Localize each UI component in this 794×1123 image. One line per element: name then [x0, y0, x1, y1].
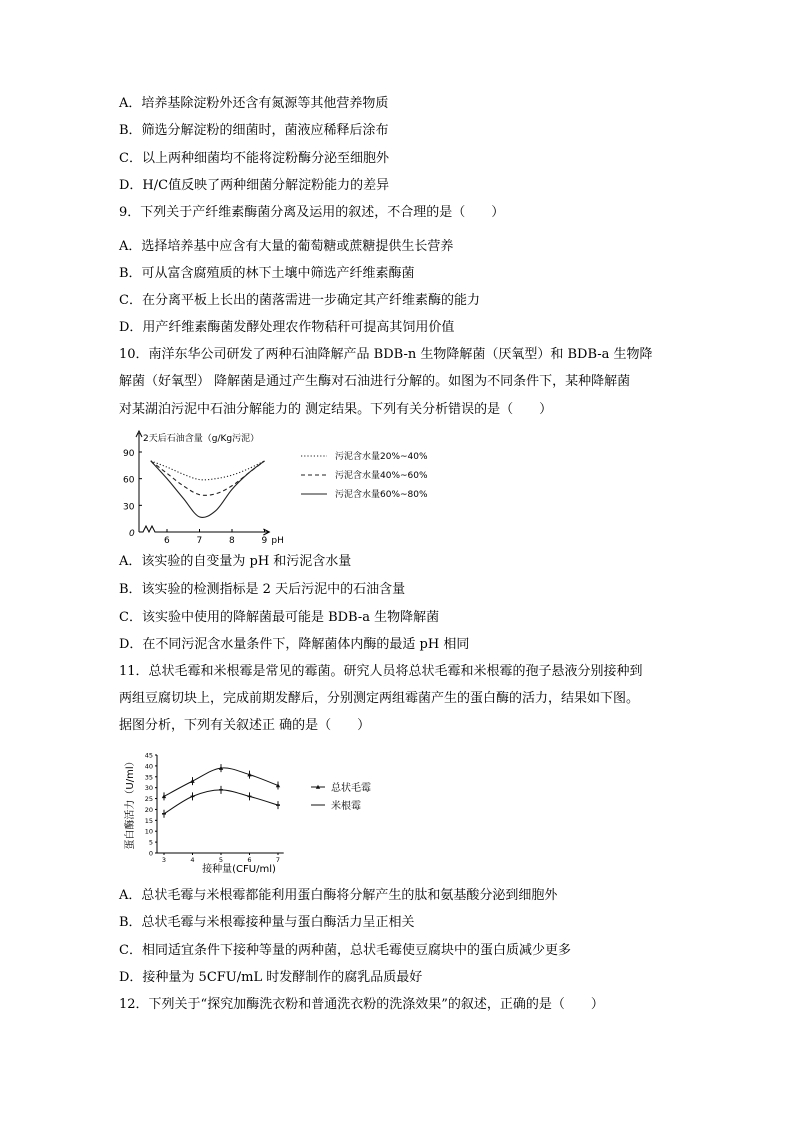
q8-option-a: A．培养基除淀粉外还含有氮源等其他营养物质 [119, 96, 389, 111]
y-axis-label: 2天后石油含量（g/Kg污泥） [143, 434, 260, 444]
x-axis-label: 接种量(CFU/ml) [202, 864, 276, 875]
y-tick-label: 60 [123, 475, 135, 486]
legend-label: 污泥含水量40%~60% [335, 471, 428, 481]
q10-option-a: A．该实验的自变量为 pH 和污泥含水量 [119, 554, 352, 569]
x-tick-label: 8 [229, 536, 235, 546]
y-tick-label: 45 [144, 751, 153, 760]
series-line [151, 461, 265, 495]
q11-stem-line-2: 两组豆腐切块上，完成前期发酵后，分别测定两组霉菌产生的蛋白酶的活力，结果如下图。 [119, 691, 640, 706]
legend-label: 污泥含水量60%~80% [335, 490, 428, 500]
q10-stem-line-2: 解菌（好氧型） 降解菌是通过产生酶对石油进行分解的。如图为不同条件下，某种降解菌 [119, 374, 631, 389]
q11-option-a: A．总状毛霉与米根霉都能利用蛋白酶将分解产生的肽和氨基酸分泌到细胞外 [119, 888, 558, 903]
q10-option-b: B．该实验的检测指标是 2 天后污泥中的石油含量 [119, 582, 406, 597]
y-tick-label: 30 [123, 502, 135, 513]
legend-label: 米根霉 [331, 801, 361, 812]
x-axis [139, 526, 269, 532]
x-tick-label: 7 [275, 856, 281, 864]
q9-option-c: C．在分离平板上长出的菌落需进一步确定其产纤维素酶的能力 [119, 293, 480, 308]
q11-option-b: B．总状毛霉与米根霉接种量与蛋白酶活力呈正相关 [119, 915, 415, 930]
series-line [151, 461, 265, 518]
y-tick-label: 20 [144, 805, 153, 814]
x-tick-label: 6 [247, 856, 252, 864]
protease-activity-chart [119, 745, 399, 877]
q11-option-d: D．接种量为 5CFU/mL 时发酵制作的腐乳品质最好 [119, 970, 423, 985]
q11-stem-line-3: 据图分析，下列有关叙述正 确的是（ ） [119, 718, 371, 733]
q12-stem: 12．下列关于“探究加酶洗衣粉和普通洗衣粉的洗涤效果”的叙述，正确的是（ ） [119, 997, 604, 1012]
x-tick-label: 9 [261, 536, 268, 546]
q9-stem: 9．下列关于产纤维素酶菌分离及运用的叙述，不合理的是（ ） [119, 205, 505, 220]
q8-option-b: B．筛选分解淀粉的细菌时，菌液应稀释后涂布 [119, 123, 389, 138]
q11-option-c: C．相同适宜条件下接种等量的两种菌，总状毛霉使豆腐块中的蛋白质减少更多 [119, 943, 571, 958]
x-tick-label: 5 [218, 856, 224, 864]
y-tick-label: 15 [144, 816, 153, 825]
x-tick-label: 6 [164, 536, 170, 546]
y-tick-label: 30 [144, 784, 153, 793]
q10-option-c: C．该实验中使用的降解菌最可能是 BDB-a 生物降解菌 [119, 610, 440, 625]
y-axis-label: 蛋白酶活力（U/ml） [125, 756, 136, 850]
ph-petroleum-chart [119, 428, 449, 546]
x-axis-label: pH [271, 536, 284, 546]
x-tick-label: 4 [190, 856, 195, 864]
q10-option-d: D．在不同污泥含水量条件下，降解菌体内酶的最适 pH 相同 [119, 637, 470, 652]
q8-option-c: C．以上两种细菌均不能将淀粉酶分泌至细胞外 [119, 151, 389, 166]
y-tick-label: 10 [144, 827, 153, 836]
legend-label: 总状毛霉 [331, 783, 371, 794]
q9-option-d: D．用产纤维素酶菌发酵处理农作物秸秆可提高其饲用价值 [119, 320, 455, 335]
y-tick-label: 0 [129, 529, 135, 539]
x-tick-label: 3 [161, 856, 167, 864]
q9-option-a: A．选择培养基中应含有大量的葡萄糖或蔗糖提供生长营养 [119, 239, 454, 254]
legend-label: 污泥含水量20%~40% [335, 452, 428, 462]
x-tick-label: 7 [196, 536, 203, 546]
q11-stem-line-1: 11．总状毛霉和米根霉是常见的霉菌。研究人员将总状毛霉和米根霉的孢子悬液分别接种到 [119, 664, 643, 679]
y-tick-label: 40 [144, 762, 153, 771]
y-tick-label: 5 [148, 838, 153, 847]
q8-option-d: D．H/C值反映了两种细菌分解淀粉能力的差异 [119, 178, 390, 193]
q10-stem-line-3: 对某湖泊污泥中石油分解能力的 测定结果。下列有关分析错误的是（ ） [119, 402, 553, 417]
data-point [190, 779, 194, 783]
q9-option-b: B．可从富含腐殖质的林下土壤中筛选产纤维素酶菌 [119, 266, 415, 281]
y-tick-label: 35 [144, 773, 153, 782]
data-point [162, 794, 166, 798]
y-tick-label: 25 [144, 795, 153, 804]
q10-stem-line-1: 10．南洋东华公司研发了两种石油降解产品 BDB-n 生物降解菌（厌氧型）和 BDB-a 生物降 [119, 347, 653, 362]
series-line [151, 461, 265, 480]
y-tick-label: 0 [148, 849, 153, 858]
y-tick-label: 90 [123, 449, 135, 459]
